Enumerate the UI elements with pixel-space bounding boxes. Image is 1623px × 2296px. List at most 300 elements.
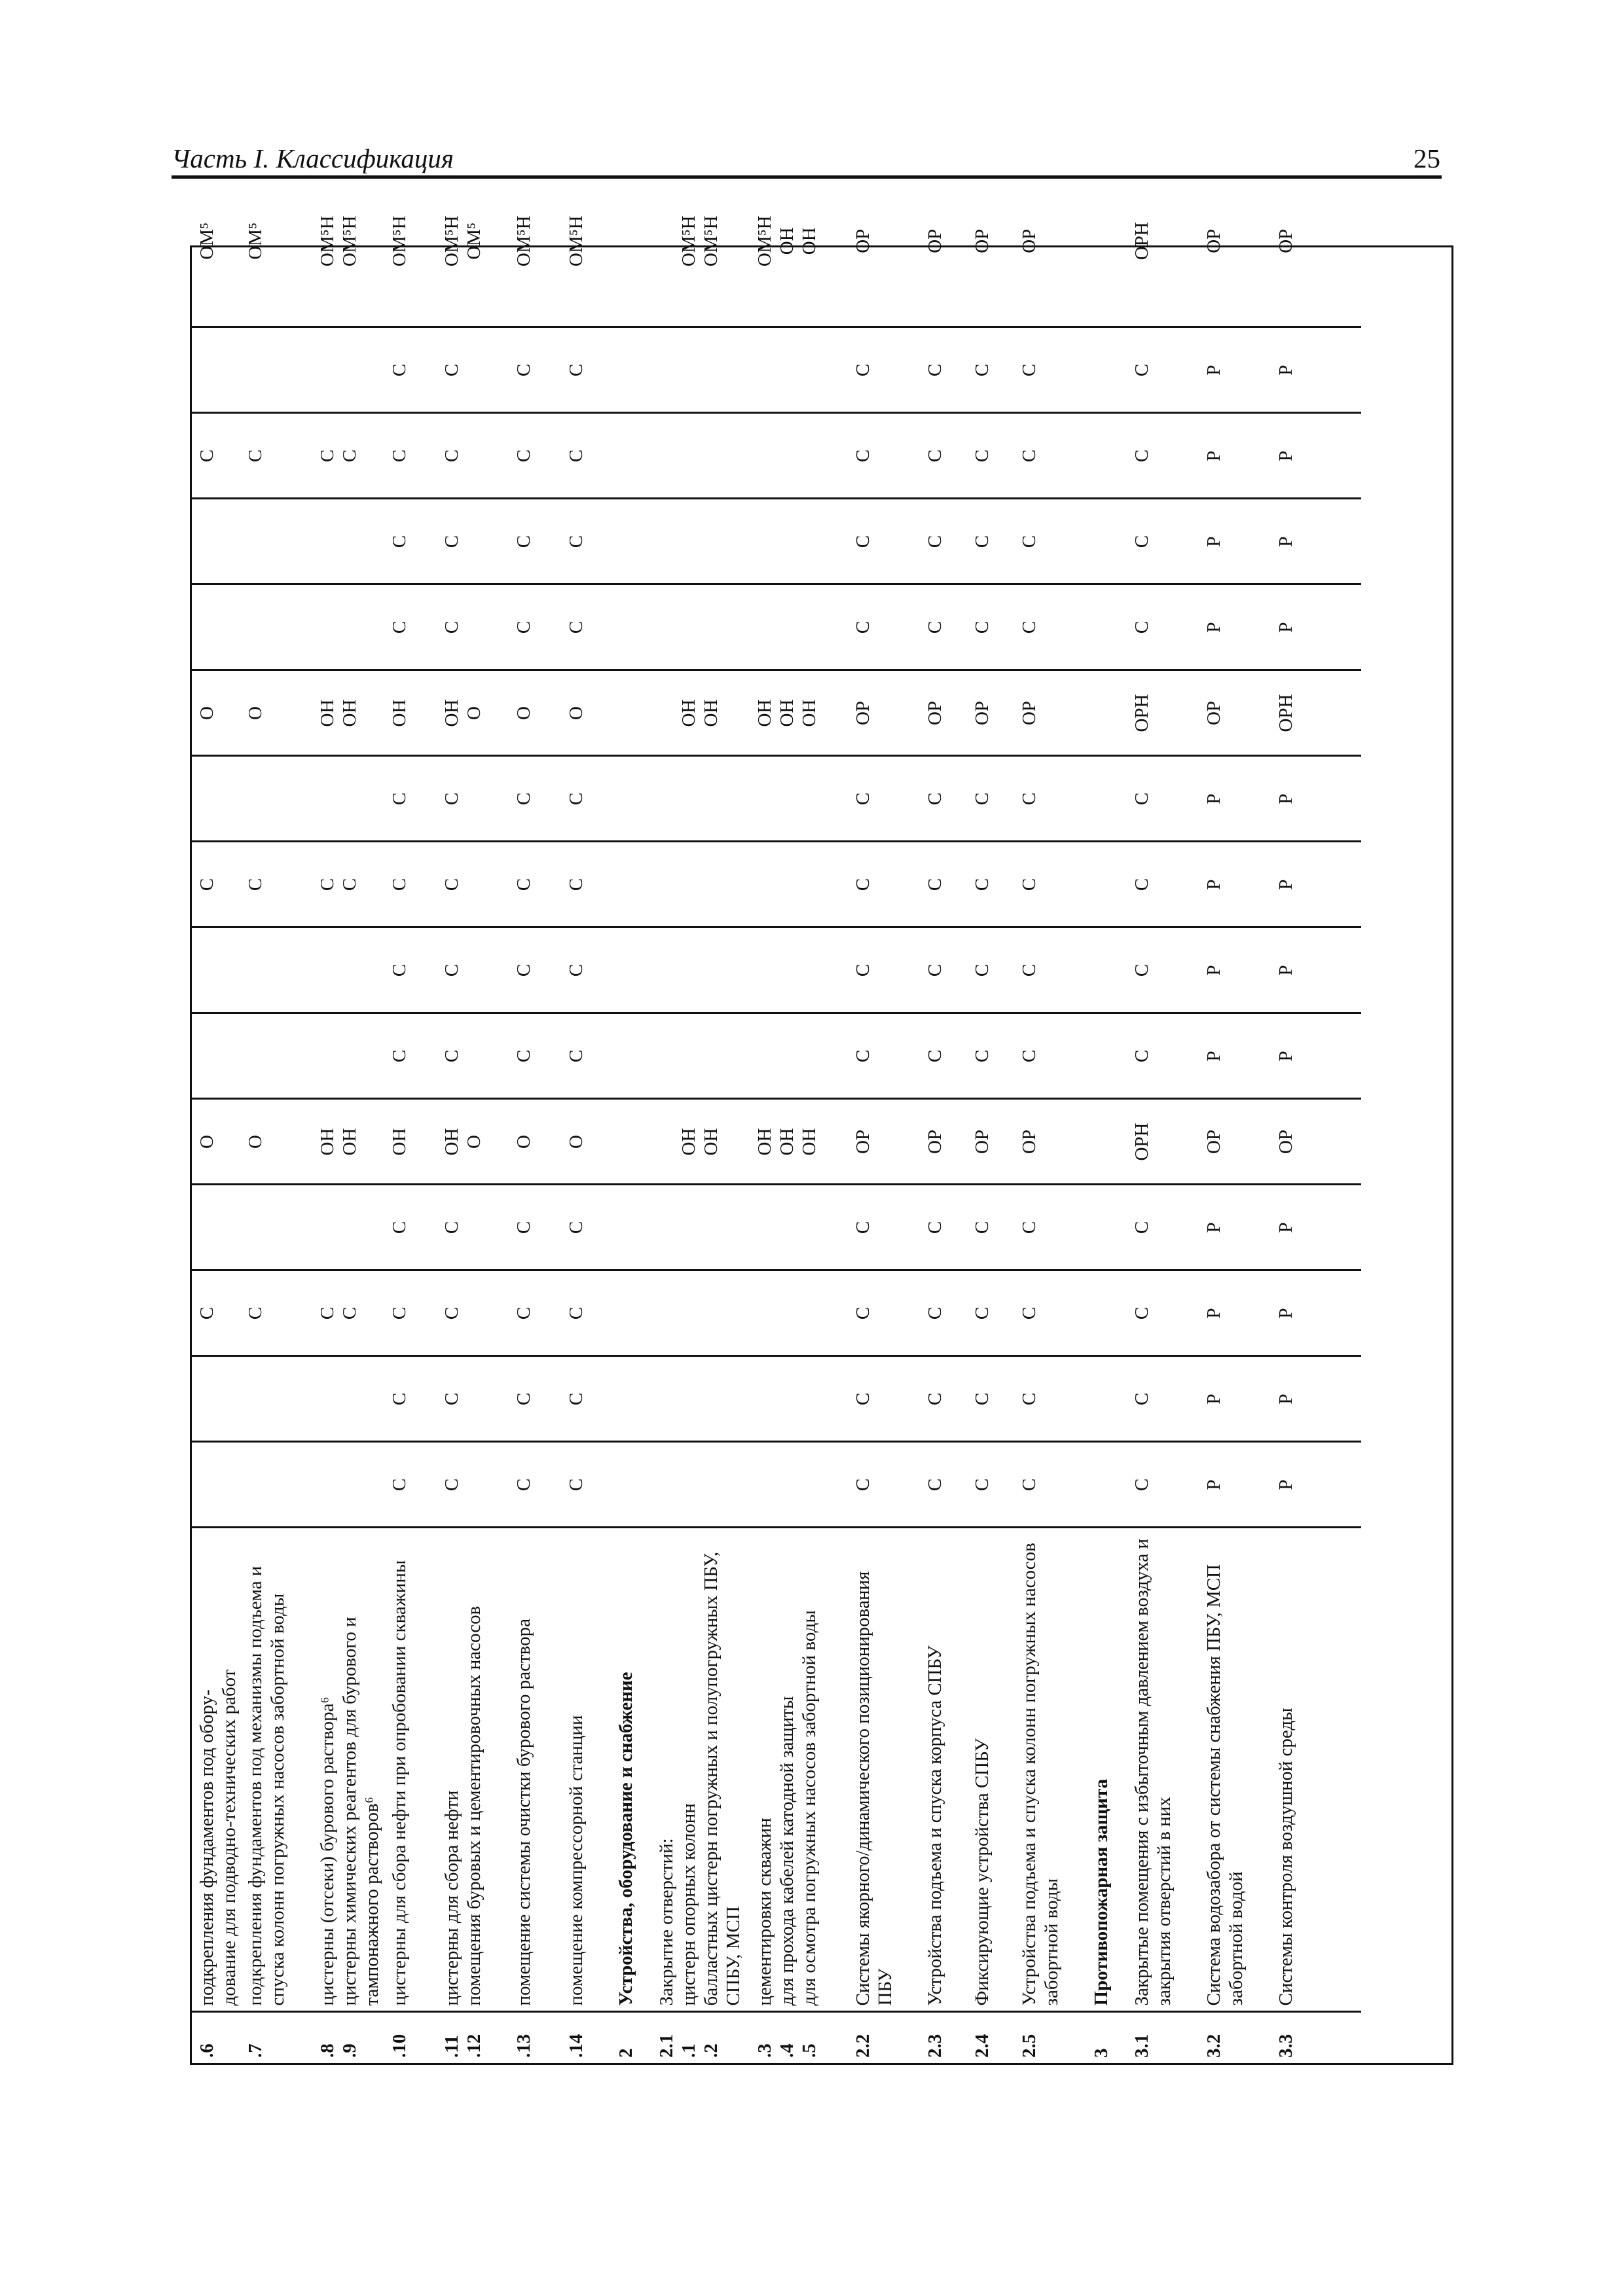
table-cell: О	[192, 1099, 240, 1185]
table-cell: С	[384, 842, 437, 927]
table-cell: Р	[1199, 1185, 1271, 1270]
table-cell: С	[437, 499, 509, 584]
table-cell: С	[967, 1013, 1014, 1099]
table-cell: Р	[1199, 584, 1271, 670]
table-cell	[651, 842, 750, 927]
table-cell: ОН ОН ОН	[750, 670, 848, 756]
table-cell: С	[437, 1356, 509, 1442]
table-cell: ОН ОН	[651, 1099, 750, 1185]
table-row	[240, 156, 312, 2063]
table-cell	[192, 756, 240, 842]
table-cell	[651, 327, 750, 413]
table-cell: С	[1127, 1013, 1199, 1099]
row-number: 2.5	[1019, 2034, 1040, 2058]
table-cell: С	[1014, 842, 1086, 927]
row-name: Закрытые помещения с избыточным давлением воздуха и закрытия отверстий в них	[1127, 1528, 1199, 2012]
table-cell: С	[1014, 499, 1086, 584]
table-cell: ОМ⁵Н	[509, 156, 561, 327]
row-number: .11 .12	[441, 2034, 484, 2058]
row-number: 2.2	[852, 2034, 873, 2058]
table-cell: С	[437, 1185, 509, 1270]
table-cell: С	[437, 1013, 509, 1099]
table-cell: С	[437, 584, 509, 670]
table-cell: ОН	[384, 670, 437, 756]
row-name: Системы контроля воздушной среды	[1271, 1528, 1361, 2012]
table-cell	[1086, 1185, 1127, 1270]
table-cell	[1086, 156, 1127, 327]
row-number: 2	[615, 2048, 636, 2058]
table-cell: С	[848, 1442, 920, 1528]
table-cell: О	[561, 670, 611, 756]
table-cell: С	[509, 1356, 561, 1442]
table-cell: С	[384, 499, 437, 584]
table-cell: С	[920, 756, 967, 842]
table-cell	[750, 413, 848, 499]
table-cell	[651, 1185, 750, 1270]
table-cell: Р	[1199, 842, 1271, 927]
table-cell	[611, 499, 651, 584]
table-cell: С	[920, 842, 967, 927]
row-number: 3.1	[1131, 2034, 1152, 2058]
table-cell: С	[561, 756, 611, 842]
table-row	[750, 156, 848, 2063]
row-number: 2.3	[924, 2034, 945, 2058]
table-cell: С	[1014, 1185, 1086, 1270]
table-cell: С	[920, 927, 967, 1013]
row-number: .7	[245, 2043, 266, 2058]
table-cell	[611, 1185, 651, 1270]
table-cell: С	[848, 842, 920, 927]
table-cell	[192, 1442, 240, 1528]
table-row	[1086, 156, 1127, 2063]
table-cell: С	[920, 499, 967, 584]
row-number: .13	[513, 2034, 534, 2058]
table-cell: Р	[1271, 1356, 1361, 1442]
row-name: помещение компрессорной станции	[561, 1528, 611, 2012]
table-cell	[611, 927, 651, 1013]
table-cell: С	[561, 1356, 611, 1442]
table-cell	[750, 842, 848, 927]
table-cell	[611, 1013, 651, 1099]
row-number: .3 .4 .5	[754, 2043, 820, 2058]
table-cell: С	[920, 1356, 967, 1442]
page-number: 25	[1413, 143, 1440, 173]
table-cell: С	[561, 927, 611, 1013]
table-cell	[240, 756, 312, 842]
table-cell: С	[920, 1013, 967, 1099]
table-cell: Р	[1271, 1442, 1361, 1528]
table-cell: С	[384, 1013, 437, 1099]
table-cell: С	[1127, 842, 1199, 927]
table-cell	[240, 327, 312, 413]
table-cell	[1086, 927, 1127, 1013]
table-cell: С	[848, 927, 920, 1013]
table-cell: Р	[1199, 756, 1271, 842]
row-number: 3	[1091, 2048, 1112, 2058]
table-cell: С	[192, 1270, 240, 1356]
table-cell: С С	[312, 1270, 384, 1356]
table-cell: С С	[312, 842, 384, 927]
table-cell: Р	[1199, 1442, 1271, 1528]
table-cell: С	[437, 413, 509, 499]
table-cell	[651, 499, 750, 584]
table-cell: С	[437, 327, 509, 413]
table-cell	[750, 756, 848, 842]
table-row	[561, 156, 611, 2063]
table-cell	[611, 1099, 651, 1185]
table-cell: С	[848, 327, 920, 413]
row-name: Устройства подъема и спуска корпуса СПБУ	[920, 1528, 967, 2012]
table-cell: ОР	[1014, 1099, 1086, 1185]
table-cell	[1086, 756, 1127, 842]
table-cell: С	[384, 927, 437, 1013]
table-cell	[651, 1270, 750, 1356]
table-cell	[192, 499, 240, 584]
table-cell: С	[384, 1356, 437, 1442]
table-row	[312, 156, 384, 2063]
table-cell	[192, 1013, 240, 1099]
table-cell: Р	[1271, 584, 1361, 670]
table-cell: С	[1127, 1442, 1199, 1528]
table-cell: С	[509, 842, 561, 927]
row-name: цистерны для сбора нефти при опробовании скважины	[384, 1528, 437, 2012]
table-cell: С	[967, 1442, 1014, 1528]
table-cell	[1086, 1356, 1127, 1442]
table-cell	[312, 927, 384, 1013]
table-cell	[1086, 842, 1127, 927]
classification-table-frame	[190, 215, 1453, 2065]
table-cell: С	[384, 413, 437, 499]
row-name: Устройства, оборудование и снабжение	[611, 1528, 651, 2012]
table-cell: Р	[1271, 927, 1361, 1013]
table-cell: С	[240, 413, 312, 499]
table-cell: С	[509, 499, 561, 584]
table-cell: С	[967, 1356, 1014, 1442]
table-cell: ОР	[920, 670, 967, 756]
table-cell: ОМ⁵Н ОМ⁵	[437, 156, 509, 327]
table-cell: С	[437, 1442, 509, 1528]
table-cell	[611, 1270, 651, 1356]
table-cell	[1086, 1013, 1127, 1099]
table-cell	[1086, 584, 1127, 670]
row-name: цементировки скважин для прохода кабелей катодной защиты для осмотра погружных насосов забортной воды	[750, 1528, 848, 2012]
table-row	[384, 156, 437, 2063]
table-cell	[611, 584, 651, 670]
table-cell: С	[240, 842, 312, 927]
table-cell: С	[967, 842, 1014, 927]
row-number: 3.3	[1275, 2034, 1296, 2058]
table-cell	[651, 1442, 750, 1528]
table-cell	[611, 156, 651, 327]
table-cell	[651, 1013, 750, 1099]
table-cell	[240, 1356, 312, 1442]
table-cell	[192, 1185, 240, 1270]
row-name: Противопожарная защита	[1086, 1528, 1127, 2012]
table-cell	[240, 1185, 312, 1270]
table-cell: ОР	[967, 1099, 1014, 1185]
table-row	[437, 156, 509, 2063]
table-cell: О	[509, 670, 561, 756]
table-cell: С	[967, 584, 1014, 670]
table-cell: С	[437, 1270, 509, 1356]
rotated-table-container	[192, 215, 1451, 2063]
table-cell	[240, 927, 312, 1013]
table-cell: С	[1127, 413, 1199, 499]
table-cell	[1086, 499, 1127, 584]
table-cell	[611, 756, 651, 842]
row-name: Системы якорного/динамического позиционирования ПБУ	[848, 1528, 920, 2012]
table-cell	[312, 499, 384, 584]
row-name: цистерны (отсеки) бурового раствора⁶ цистерны химических реагентов для бурового и тампонажного растворов⁶	[312, 1528, 384, 2012]
table-cell	[1086, 670, 1127, 756]
table-cell: С	[561, 1270, 611, 1356]
table-cell	[611, 1356, 651, 1442]
table-cell: С	[1127, 1270, 1199, 1356]
table-cell: Р	[1199, 499, 1271, 584]
table-cell: С	[920, 1270, 967, 1356]
table-cell	[651, 584, 750, 670]
table-cell: С	[437, 927, 509, 1013]
table-cell: С	[848, 499, 920, 584]
table-cell: С	[1014, 1270, 1086, 1356]
table-cell: С	[920, 327, 967, 413]
table-cell: ОР	[1271, 156, 1361, 327]
table-row	[192, 156, 240, 2063]
table-cell	[651, 413, 750, 499]
table-cell	[312, 1185, 384, 1270]
table-cell: О	[240, 670, 312, 756]
row-name: Закрытие отверстий: цистерн опорных колонн балластных цистерн погружных и полупогружных ПБУ, СПБУ, МСП	[651, 1528, 750, 2012]
table-cell	[312, 1442, 384, 1528]
table-cell	[192, 327, 240, 413]
row-number: .6	[196, 2043, 217, 2058]
table-row	[1271, 156, 1361, 2063]
table-cell: С	[437, 842, 509, 927]
row-number: 3.2	[1203, 2034, 1224, 2058]
table-cell	[1086, 327, 1127, 413]
table-cell: Р	[1271, 1270, 1361, 1356]
table-cell: С	[509, 584, 561, 670]
table-cell: ОР	[967, 156, 1014, 327]
table-cell: С	[192, 842, 240, 927]
table-cell: ОР	[1199, 670, 1271, 756]
table-cell: Р	[1199, 327, 1271, 413]
table-cell: Р	[1199, 413, 1271, 499]
table-cell: С	[1014, 584, 1086, 670]
table-cell: С	[561, 1185, 611, 1270]
table-cell: Р	[1271, 756, 1361, 842]
table-cell: С	[384, 1442, 437, 1528]
table-cell: С	[848, 413, 920, 499]
table-cell: С	[384, 1185, 437, 1270]
row-name: помещение системы очистки бурового раствора	[509, 1528, 561, 2012]
table-cell: С	[509, 413, 561, 499]
table-cell: ОМ⁵Н	[561, 156, 611, 327]
table-row	[1127, 156, 1199, 2063]
table-cell: С	[920, 413, 967, 499]
table-cell: ОН О	[437, 670, 509, 756]
table-cell: Р	[1199, 927, 1271, 1013]
classification-table	[192, 156, 1361, 2063]
table-cell: ОР	[1014, 670, 1086, 756]
table-cell	[1086, 1442, 1127, 1528]
table-cell	[312, 756, 384, 842]
row-number: .10	[389, 2034, 410, 2058]
table-cell	[312, 327, 384, 413]
table-cell: ОН ОН ОН	[750, 1099, 848, 1185]
table-cell: С	[561, 584, 611, 670]
table-cell: С	[967, 327, 1014, 413]
table-cell	[611, 1442, 651, 1528]
table-cell: Р	[1199, 1270, 1271, 1356]
table-cell: Р	[1271, 413, 1361, 499]
table-cell: С	[1014, 1356, 1086, 1442]
table-cell: ОРН	[1127, 156, 1199, 327]
table-cell: С	[509, 927, 561, 1013]
table-cell: С С	[312, 413, 384, 499]
table-cell: С	[509, 1013, 561, 1099]
table-cell: Р	[1271, 327, 1361, 413]
table-cell: ОР	[920, 156, 967, 327]
table-row	[848, 156, 920, 2063]
table-cell: Р	[1271, 1013, 1361, 1099]
table-cell: ОН ОН	[651, 670, 750, 756]
table-cell: ОМ⁵Н	[384, 156, 437, 327]
table-cell: С	[1127, 1356, 1199, 1442]
table-cell: С	[920, 584, 967, 670]
table-cell: С	[920, 1442, 967, 1528]
table-cell: ОН ОН	[312, 670, 384, 756]
table-cell	[312, 584, 384, 670]
row-name: Фиксирующие устройства СПБУ	[967, 1528, 1014, 2012]
table-cell	[611, 327, 651, 413]
table-cell	[611, 842, 651, 927]
table-cell: ОРН	[1127, 670, 1199, 756]
table-cell: С	[1127, 1185, 1199, 1270]
table-cell: С	[848, 584, 920, 670]
table-cell: С	[384, 327, 437, 413]
table-cell: С	[967, 927, 1014, 1013]
table-cell: С	[509, 756, 561, 842]
table-cell: ОР	[920, 1099, 967, 1185]
table-cell	[750, 1013, 848, 1099]
table-cell: С	[561, 327, 611, 413]
table-cell: С	[1127, 756, 1199, 842]
table-cell	[750, 584, 848, 670]
table-cell: Р	[1271, 499, 1361, 584]
table-cell: Р	[1199, 1013, 1271, 1099]
table-cell	[750, 499, 848, 584]
table-cell: Р	[1199, 1356, 1271, 1442]
table-cell	[312, 1013, 384, 1099]
table-cell: ОРН	[1271, 670, 1361, 756]
table-cell: С	[384, 756, 437, 842]
row-name: Система водозабора от системы снабжения ПБУ, МСП забортной водой	[1199, 1528, 1271, 2012]
table-cell: О	[509, 1099, 561, 1185]
row-name: подкрепления фундаментов под обору- дование для подводно-технических работ	[192, 1528, 240, 2012]
table-row	[611, 156, 651, 2063]
table-cell: С	[848, 756, 920, 842]
table-cell	[651, 1356, 750, 1442]
table-cell: С	[1014, 327, 1086, 413]
row-name: подкрепления фундаментов под механизмы подъема и спуска колонн погружных насосов забортной воды	[240, 1528, 312, 2012]
table-cell: О	[192, 670, 240, 756]
table-cell: ОМ⁵Н ОМ⁵Н	[312, 156, 384, 327]
table-cell: С	[384, 1270, 437, 1356]
table-cell: С	[561, 842, 611, 927]
table-cell	[611, 413, 651, 499]
table-cell: Р	[1271, 842, 1361, 927]
row-number: .14	[566, 2034, 587, 2058]
table-cell: С	[384, 584, 437, 670]
table-cell	[192, 927, 240, 1013]
table-cell: С	[192, 413, 240, 499]
table-cell: С	[509, 1185, 561, 1270]
table-cell: С	[920, 1185, 967, 1270]
table-cell: С	[848, 1356, 920, 1442]
table-cell: ОМ⁵Н ОМ⁵Н	[651, 156, 750, 327]
table-cell	[750, 927, 848, 1013]
table-cell: С	[1127, 499, 1199, 584]
table-body	[192, 156, 1361, 2063]
table-row	[651, 156, 750, 2063]
table-cell: С	[1127, 927, 1199, 1013]
table-cell: С	[1014, 756, 1086, 842]
table-cell: С	[848, 1185, 920, 1270]
table-cell	[750, 1185, 848, 1270]
table-cell: С	[1127, 327, 1199, 413]
table-cell: С	[1014, 1013, 1086, 1099]
table-cell	[240, 1442, 312, 1528]
table-cell: С	[967, 1270, 1014, 1356]
table-cell: С	[967, 413, 1014, 499]
table-cell: ОР	[1199, 1099, 1271, 1185]
row-name: цистерны для сбора нефти помещения буровых и цементировочных насосов	[437, 1528, 509, 2012]
table-cell: С	[967, 1185, 1014, 1270]
table-cell: С	[509, 327, 561, 413]
table-cell: С	[967, 499, 1014, 584]
table-cell	[1086, 413, 1127, 499]
table-cell	[651, 756, 750, 842]
table-cell: С	[240, 1270, 312, 1356]
table-cell: ОН	[384, 1099, 437, 1185]
table-cell: С	[509, 1270, 561, 1356]
table-cell	[192, 1356, 240, 1442]
table-cell	[240, 584, 312, 670]
table-cell: С	[848, 1270, 920, 1356]
table-cell: С	[437, 756, 509, 842]
table-row	[1199, 156, 1271, 2063]
table-cell	[611, 670, 651, 756]
table-cell	[750, 1270, 848, 1356]
table-cell	[312, 1356, 384, 1442]
table-cell	[1086, 1270, 1127, 1356]
table-cell: ОР	[967, 670, 1014, 756]
table-cell: С	[1014, 413, 1086, 499]
row-number: 2.1 .1 .2	[656, 2034, 721, 2058]
row-number: .8 .9	[317, 2043, 360, 2058]
table-cell: ОН О	[437, 1099, 509, 1185]
table-cell	[750, 327, 848, 413]
running-header-title: Часть I. Классификация	[172, 143, 454, 173]
table-row	[1014, 156, 1086, 2063]
table-row	[967, 156, 1014, 2063]
table-cell: О	[240, 1099, 312, 1185]
table-cell	[240, 499, 312, 584]
table-cell: ОР	[1199, 156, 1271, 327]
row-name: Устройства подъема и спуска колонн погружных насосов забортной воды	[1014, 1528, 1086, 2012]
table-row	[920, 156, 967, 2063]
